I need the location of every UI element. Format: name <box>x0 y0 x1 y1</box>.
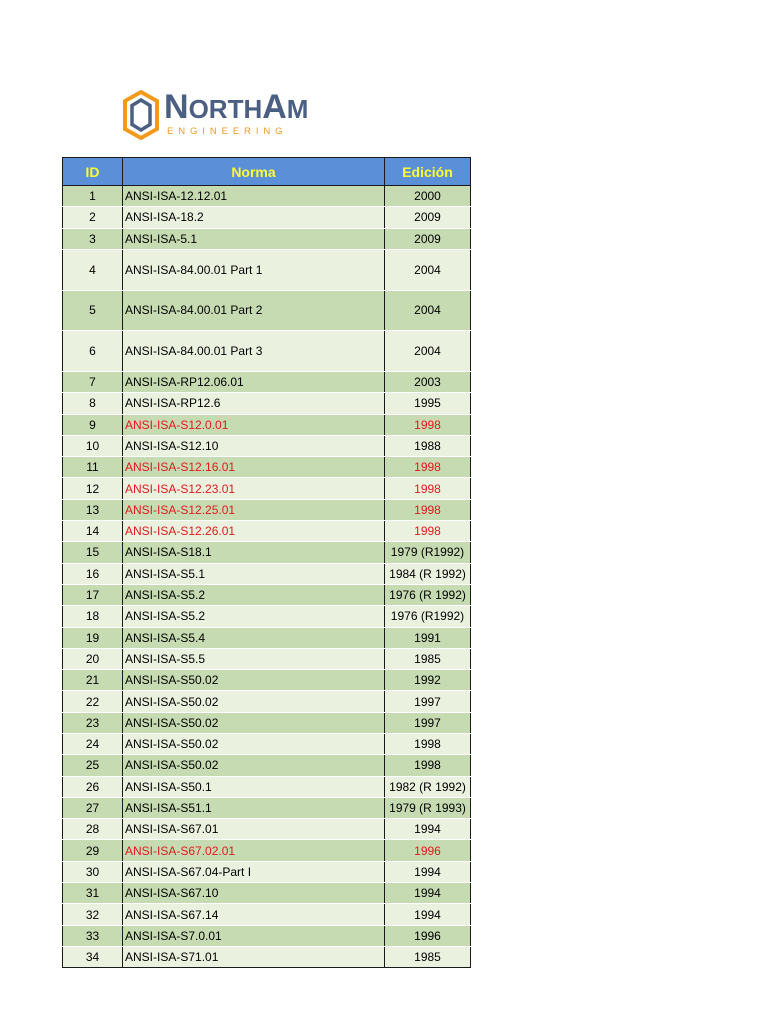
cell-edicion: 2004 <box>385 331 471 372</box>
cell-id: 9 <box>63 414 123 435</box>
cell-norma: ANSI-ISA-S12.0.01 <box>123 414 385 435</box>
cell-edicion: 1998 <box>385 457 471 478</box>
cell-edicion: 1994 <box>385 904 471 925</box>
table-row <box>63 457 471 478</box>
table-row <box>63 435 471 456</box>
cell-norma: ANSI-ISA-S12.25.01 <box>123 499 385 520</box>
table-row <box>63 542 471 563</box>
cell-id: 25 <box>63 755 123 776</box>
cell-id: 28 <box>63 819 123 840</box>
table-row <box>63 228 471 249</box>
table-row <box>63 670 471 691</box>
cell-id: 15 <box>63 542 123 563</box>
cell-norma: ANSI-ISA-S50.02 <box>123 691 385 712</box>
table-row <box>63 521 471 542</box>
cell-edicion: 1997 <box>385 691 471 712</box>
cell-id: 14 <box>63 521 123 542</box>
cell-norma: ANSI-ISA-S50.02 <box>123 670 385 691</box>
table-row <box>63 883 471 904</box>
cell-edicion: 1979 (R 1993) <box>385 797 471 818</box>
cell-norma: ANSI-ISA-84.00.01 Part 1 <box>123 249 385 290</box>
cell-norma: ANSI-ISA-S50.02 <box>123 755 385 776</box>
table-row <box>63 861 471 882</box>
cell-edicion: 1985 <box>385 946 471 967</box>
cell-norma: ANSI-ISA-RP12.6 <box>123 393 385 414</box>
cell-id: 13 <box>63 499 123 520</box>
table-row <box>63 186 471 207</box>
cell-id: 8 <box>63 393 123 414</box>
table-row <box>63 249 471 290</box>
cell-norma: ANSI-ISA-S5.4 <box>123 627 385 648</box>
cell-id: 2 <box>63 207 123 228</box>
table-row <box>63 414 471 435</box>
cell-id: 5 <box>63 290 123 331</box>
cell-id: 32 <box>63 904 123 925</box>
cell-norma: ANSI-ISA-S67.10 <box>123 883 385 904</box>
table-row <box>63 563 471 584</box>
cell-norma: ANSI-ISA-S12.16.01 <box>123 457 385 478</box>
cell-edicion: 1988 <box>385 435 471 456</box>
cell-edicion: 1997 <box>385 712 471 733</box>
cell-norma: ANSI-ISA-S12.23.01 <box>123 478 385 499</box>
cell-norma: ANSI-ISA-84.00.01 Part 3 <box>123 331 385 372</box>
cell-id: 17 <box>63 584 123 605</box>
cell-edicion: 1976 (R1992) <box>385 606 471 627</box>
cell-edicion: 2000 <box>385 186 471 207</box>
cell-edicion: 2009 <box>385 207 471 228</box>
header-norma: Norma <box>123 158 385 186</box>
table-row <box>63 819 471 840</box>
table-row <box>63 648 471 669</box>
cell-norma: ANSI-ISA-5.1 <box>123 228 385 249</box>
cell-norma: ANSI-ISA-S12.26.01 <box>123 521 385 542</box>
cell-id: 16 <box>63 563 123 584</box>
cell-id: 18 <box>63 606 123 627</box>
cell-id: 3 <box>63 228 123 249</box>
cell-edicion: 1985 <box>385 648 471 669</box>
cell-edicion: 1998 <box>385 499 471 520</box>
cell-norma: ANSI-ISA-S7.0.01 <box>123 925 385 946</box>
cell-edicion: 1998 <box>385 414 471 435</box>
table-row <box>63 755 471 776</box>
cell-edicion: 1992 <box>385 670 471 691</box>
cell-id: 24 <box>63 734 123 755</box>
table-row <box>63 478 471 499</box>
header-edicion: Edición <box>385 158 471 186</box>
table-header-row <box>63 158 471 186</box>
table-row <box>63 946 471 967</box>
cell-edicion: 1982 (R 1992) <box>385 776 471 797</box>
cell-norma: ANSI-ISA-S71.01 <box>123 946 385 967</box>
norms-table <box>62 157 471 968</box>
table-row <box>63 691 471 712</box>
cell-norma: ANSI-ISA-S5.5 <box>123 648 385 669</box>
table-row <box>63 290 471 331</box>
table-row <box>63 925 471 946</box>
table-row <box>63 904 471 925</box>
cell-id: 4 <box>63 249 123 290</box>
cell-edicion: 1979 (R1992) <box>385 542 471 563</box>
cell-edicion: 1991 <box>385 627 471 648</box>
cell-norma: ANSI-ISA-S5.2 <box>123 584 385 605</box>
cell-norma: ANSI-ISA-S50.1 <box>123 776 385 797</box>
cell-edicion: 2004 <box>385 290 471 331</box>
company-logo <box>122 88 309 144</box>
cell-id: 21 <box>63 670 123 691</box>
table-row <box>63 331 471 372</box>
table-row <box>63 840 471 861</box>
cell-id: 33 <box>63 925 123 946</box>
table-row <box>63 627 471 648</box>
cell-id: 20 <box>63 648 123 669</box>
cell-id: 26 <box>63 776 123 797</box>
table-row <box>63 797 471 818</box>
cell-edicion: 1998 <box>385 478 471 499</box>
cell-norma: ANSI-ISA-S67.14 <box>123 904 385 925</box>
cell-edicion: 2003 <box>385 371 471 392</box>
cell-edicion: 1996 <box>385 840 471 861</box>
cell-id: 34 <box>63 946 123 967</box>
cell-edicion: 1998 <box>385 521 471 542</box>
logo-subtitle: ENGINEERING <box>167 126 288 137</box>
cell-id: 6 <box>63 331 123 372</box>
cell-id: 1 <box>63 186 123 207</box>
table-row <box>63 371 471 392</box>
cell-edicion: 1994 <box>385 883 471 904</box>
hexagon-logo-icon <box>122 90 160 140</box>
cell-id: 12 <box>63 478 123 499</box>
cell-id: 23 <box>63 712 123 733</box>
cell-id: 29 <box>63 840 123 861</box>
cell-edicion: 1998 <box>385 755 471 776</box>
cell-edicion: 1995 <box>385 393 471 414</box>
cell-norma: ANSI-ISA-S67.04-Part I <box>123 861 385 882</box>
cell-norma: ANSI-ISA-S51.1 <box>123 797 385 818</box>
cell-id: 7 <box>63 371 123 392</box>
cell-edicion: 1984 (R 1992) <box>385 563 471 584</box>
cell-norma: ANSI-ISA-S50.02 <box>123 712 385 733</box>
cell-norma: ANSI-ISA-S18.1 <box>123 542 385 563</box>
cell-norma: ANSI-ISA-S50.02 <box>123 734 385 755</box>
table-row <box>63 499 471 520</box>
cell-norma: ANSI-ISA-S67.01 <box>123 819 385 840</box>
table-row <box>63 207 471 228</box>
table-row <box>63 393 471 414</box>
cell-edicion: 1994 <box>385 819 471 840</box>
cell-edicion: 2004 <box>385 249 471 290</box>
cell-norma: ANSI-ISA-84.00.01 Part 2 <box>123 290 385 331</box>
cell-id: 19 <box>63 627 123 648</box>
cell-norma: ANSI-ISA-S67.02.01 <box>123 840 385 861</box>
cell-norma: ANSI-ISA-S5.2 <box>123 606 385 627</box>
table-row <box>63 712 471 733</box>
cell-edicion: 1996 <box>385 925 471 946</box>
cell-norma: ANSI-ISA-RP12.06.01 <box>123 371 385 392</box>
cell-id: 27 <box>63 797 123 818</box>
table-row <box>63 606 471 627</box>
cell-edicion: 1998 <box>385 734 471 755</box>
cell-id: 11 <box>63 457 123 478</box>
table-row <box>63 734 471 755</box>
cell-edicion: 2009 <box>385 228 471 249</box>
cell-id: 22 <box>63 691 123 712</box>
cell-norma: ANSI-ISA-S5.1 <box>123 563 385 584</box>
logo-wordmark: NORTHAM <box>164 88 309 126</box>
cell-norma: ANSI-ISA-S12.10 <box>123 435 385 456</box>
table-row <box>63 776 471 797</box>
cell-norma: ANSI-ISA-12.12.01 <box>123 186 385 207</box>
table-body <box>63 186 471 968</box>
header-id: ID <box>63 158 123 186</box>
cell-id: 31 <box>63 883 123 904</box>
cell-edicion: 1976 (R 1992) <box>385 584 471 605</box>
table-row <box>63 584 471 605</box>
cell-norma: ANSI-ISA-18.2 <box>123 207 385 228</box>
cell-id: 30 <box>63 861 123 882</box>
cell-edicion: 1994 <box>385 861 471 882</box>
cell-id: 10 <box>63 435 123 456</box>
